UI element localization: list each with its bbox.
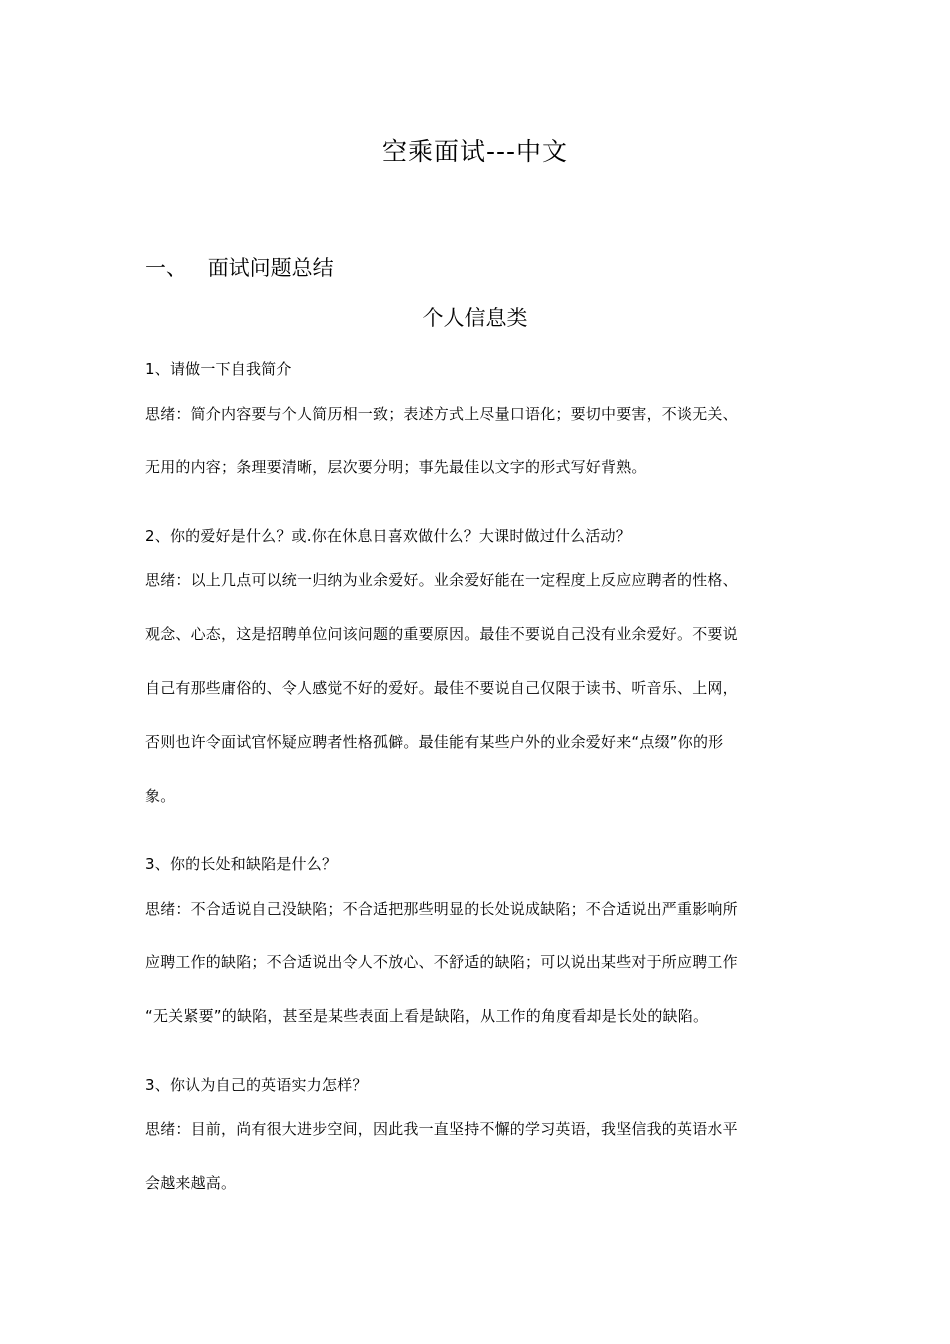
question-2: 2、你的爱好是什么？或.你在休息日喜欢做什么？大课时做过什么活动？ bbox=[145, 527, 631, 545]
page-title: 空乘面试---中文 bbox=[381, 137, 569, 166]
answer-2-line: 观念、心态，这是招聘单位问该问题的重要原因。最佳不要说自己没有业余爱好。不要说 bbox=[145, 625, 738, 643]
answer-4-line: 思绪：目前，尚有很大进步空间，因此我一直坚持不懈的学习英语，我坚信我的英语水平 bbox=[145, 1120, 738, 1138]
answer-4-line: 会越来越高。 bbox=[145, 1174, 237, 1192]
answer-1-line: 无用的内容；条理要清晰，层次要分明；事先最佳以文字的形式写好背熟。 bbox=[145, 458, 647, 476]
answer-3-line: 思绪：不合适说自己没缺陷；不合适把那些明显的长处说成缺陷；不合适说出严重影响所 bbox=[145, 900, 738, 918]
answer-1-line: 思绪：简介内容要与个人简历相一致；表述方式上尽量口语化；要切中要害，不谈无关、 bbox=[145, 405, 738, 423]
category-heading: 个人信息类 bbox=[422, 306, 528, 330]
question-3: 3、你的长处和缺陷是什么？ bbox=[145, 855, 338, 873]
answer-2-line: 思绪：以上几点可以统一归纳为业余爱好。业余爱好能在一定程度上反应应聘者的性格、 bbox=[145, 571, 738, 589]
answer-2-line: 象。 bbox=[145, 787, 176, 805]
question-1: 1、请做一下自我简介 bbox=[145, 360, 292, 378]
section-number: 一、 bbox=[145, 256, 187, 280]
question-4: 3、你认为自己的英语实力怎样？ bbox=[145, 1076, 368, 1094]
answer-3-line: 应聘工作的缺陷；不合适说出令人不放心、不舒适的缺陷；可以说出某些对于所应聘工作 bbox=[145, 953, 738, 971]
answer-2-line: 自己有那些庸俗的、令人感觉不好的爱好。最佳不要说自己仅限于读书、听音乐、上网， bbox=[145, 679, 738, 697]
answer-2-line: 否则也许令面试官怀疑应聘者性格孤僻。最佳能有某些户外的业余爱好来“点缀”你的形 bbox=[145, 733, 724, 751]
section-label: 面试问题总结 bbox=[207, 256, 334, 280]
answer-3-line: “无关紧要”的缺陷，甚至是某些表面上看是缺陷，从工作的角度看却是长处的缺陷。 bbox=[145, 1007, 709, 1025]
section-heading bbox=[145, 252, 334, 282]
